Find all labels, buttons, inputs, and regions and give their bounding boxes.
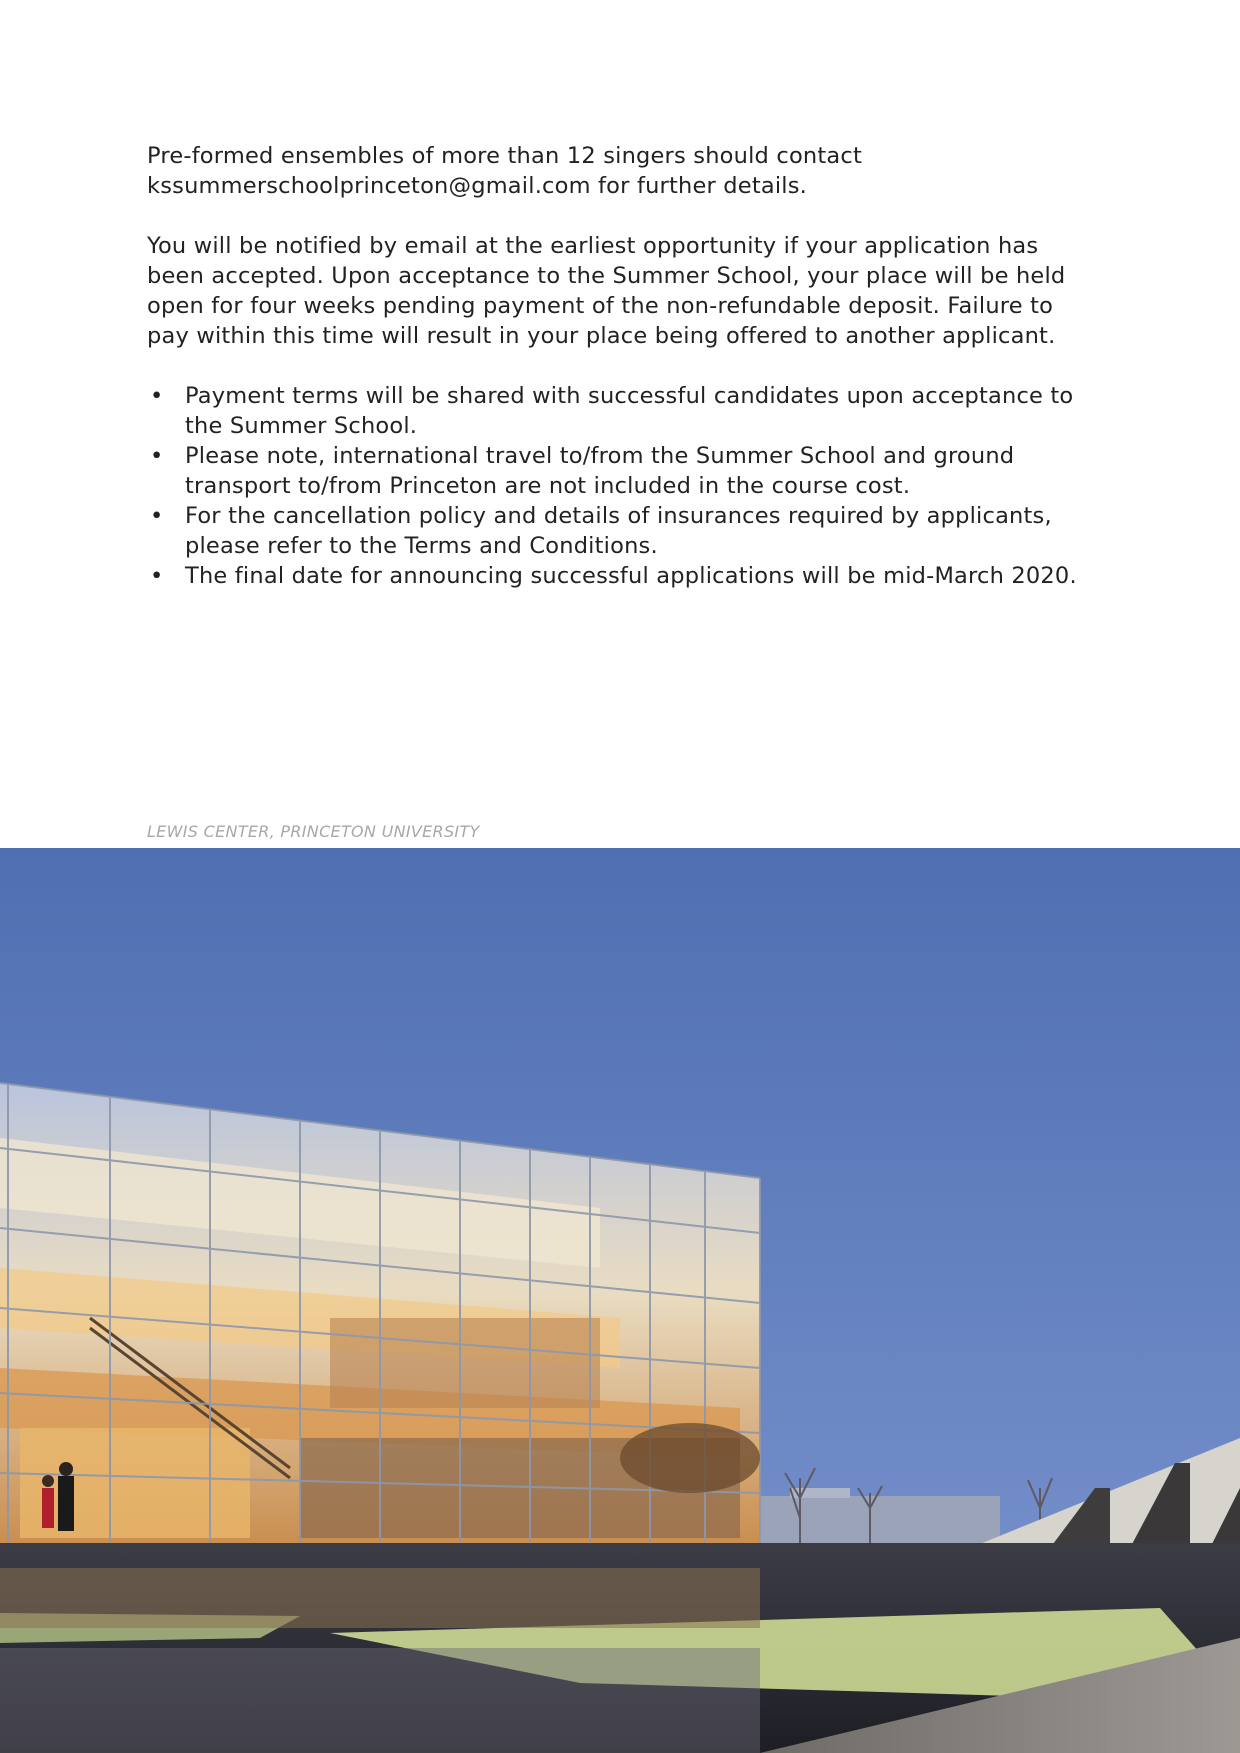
list-item xyxy=(147,441,1097,501)
list-item xyxy=(147,501,1097,561)
list-item-text: The final date for announcing successful applications will be mid-March 2020. xyxy=(185,563,1077,589)
building-reflection xyxy=(0,1648,760,1753)
notification-paragraph: You will be notified by email at the earliest opportunity if your application has been accepted. Upon acceptance to the Summer School, your place will be held open for four weeks pending payment of the non-refundable deposit. Failure to pay within this time will result in your place being offered to another applicant. xyxy=(147,233,1066,349)
list-item-text: For the cancellation policy and details of insurances required by applicants, please refer to the Terms and Conditions. xyxy=(185,503,1052,559)
list-item xyxy=(147,381,1097,441)
lewis-center-photo xyxy=(0,848,1240,1753)
photo-caption: LEWIS CENTER, PRINCETON UNIVERSITY xyxy=(147,822,480,841)
bullet-icon: • xyxy=(150,503,164,529)
list-item-text: Payment terms will be shared with successful candidates upon acceptance to the Summer School. xyxy=(185,383,1074,439)
bullet-icon: • xyxy=(150,443,164,469)
ensemble-contact-line-2: kssummerschoolprinceton@gmail.com for further details. xyxy=(147,173,808,199)
tree-reflection xyxy=(620,1423,760,1493)
ensemble-contact-line-1: Pre-formed ensembles of more than 12 singers should contact xyxy=(147,143,862,169)
text-body xyxy=(147,141,1097,591)
list-item-text: Please note, international travel to/from the Summer School and ground transport to/from Princeton are not included in the course cost. xyxy=(185,443,1015,499)
building-reflection xyxy=(0,1568,760,1628)
railing xyxy=(0,1543,1240,1553)
ensemble-contact-paragraph xyxy=(147,141,1097,201)
bullet-icon: • xyxy=(150,383,164,409)
bullet-icon: • xyxy=(150,563,164,589)
bullet-list xyxy=(147,381,1097,591)
list-item xyxy=(147,561,1097,591)
